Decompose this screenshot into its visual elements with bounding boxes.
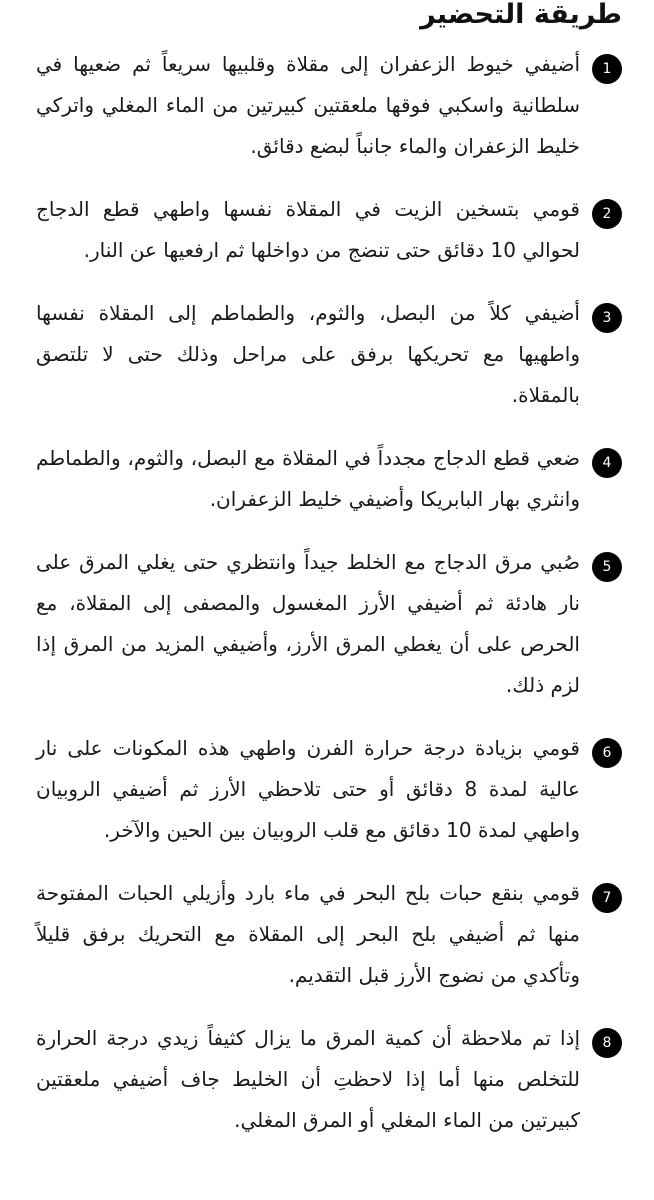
list-item	[36, 438, 622, 520]
step-number-badge: 3	[592, 303, 622, 333]
step-number-badge: 4	[592, 448, 622, 478]
steps-list	[36, 44, 622, 1141]
list-item	[36, 189, 622, 271]
section-title: طريقة التحضير	[420, 0, 622, 30]
list-item	[36, 728, 622, 851]
list-item	[36, 1018, 622, 1141]
step-text: ضعي قطع الدجاج مجدداً في المقلاة مع البصل، والثوم، والطماطم وانثري بهار البابريكا وأضيفي خليط الزعفران.	[36, 446, 580, 511]
list-item	[36, 873, 622, 996]
step-text: أضيفي خيوط الزعفران إلى مقلاة وقلبيها سريعاً ثم ضعيها في سلطانية واسكبي فوقها ملعقتين كبيرتين من الماء المغلي واتركي خليط الزعفران والماء جانباً لبضع دقائق.	[36, 52, 580, 158]
list-item	[36, 542, 622, 706]
step-number-badge: 7	[592, 883, 622, 913]
list-item	[36, 293, 622, 416]
step-number-badge: 5	[592, 552, 622, 582]
step-number-badge: 1	[592, 54, 622, 84]
step-number-badge: 2	[592, 199, 622, 229]
list-item	[36, 44, 622, 167]
step-text: إذا تم ملاحظة أن كمية المرق ما يزال كثيفاً زيدي درجة الحرارة للتخلص منها أما إذا لاحظتِ أن الخليط جاف أضيفي ملعقتين كبيرتين من الماء المغلي أو المرق المغلي.	[36, 1026, 580, 1132]
step-text: قومي بتسخين الزيت في المقلاة نفسها واطهي قطع الدجاج لحوالي 10 دقائق حتى تنضج من دواخلها ثم ارفعيها عن النار.	[36, 197, 580, 262]
step-number-badge: 6	[592, 738, 622, 768]
step-text: قومي بزيادة درجة حرارة الفرن واطهي هذه المكونات على نار عالية لمدة 8 دقائق أو حتى تلاحظي الأرز ثم أضيفي الروبيان واطهي لمدة 10 دقائق مع قلب الروبيان بين الحين والآخر.	[36, 736, 580, 842]
step-text: أضيفي كلاً من البصل، والثوم، والطماطم إلى المقلاة نفسها واطهيها مع تحريكها برفق على مراحل وذلك حتى لا تلتصق بالمقلاة.	[36, 301, 580, 407]
step-text: قومي بنقع حبات بلح البحر في ماء بارد وأزيلي الحبات المفتوحة منها ثم أضيفي بلح البحر إلى المقلاة مع التحريك برفق قليلاً وتأكدي من نضوج الأرز قبل التقديم.	[36, 881, 580, 987]
step-text: صُبي مرق الدجاج مع الخلط جيداً وانتظري حتى يغلي المرق على نار هادئة ثم أضيفي الأرز المغسول والمصفى إلى المقلاة، مع الحرص على أن يغطي المرق الأرز، وأضيفي المزيد من المرق إذا لزم ذلك.	[36, 550, 580, 697]
step-number-badge: 8	[592, 1028, 622, 1058]
